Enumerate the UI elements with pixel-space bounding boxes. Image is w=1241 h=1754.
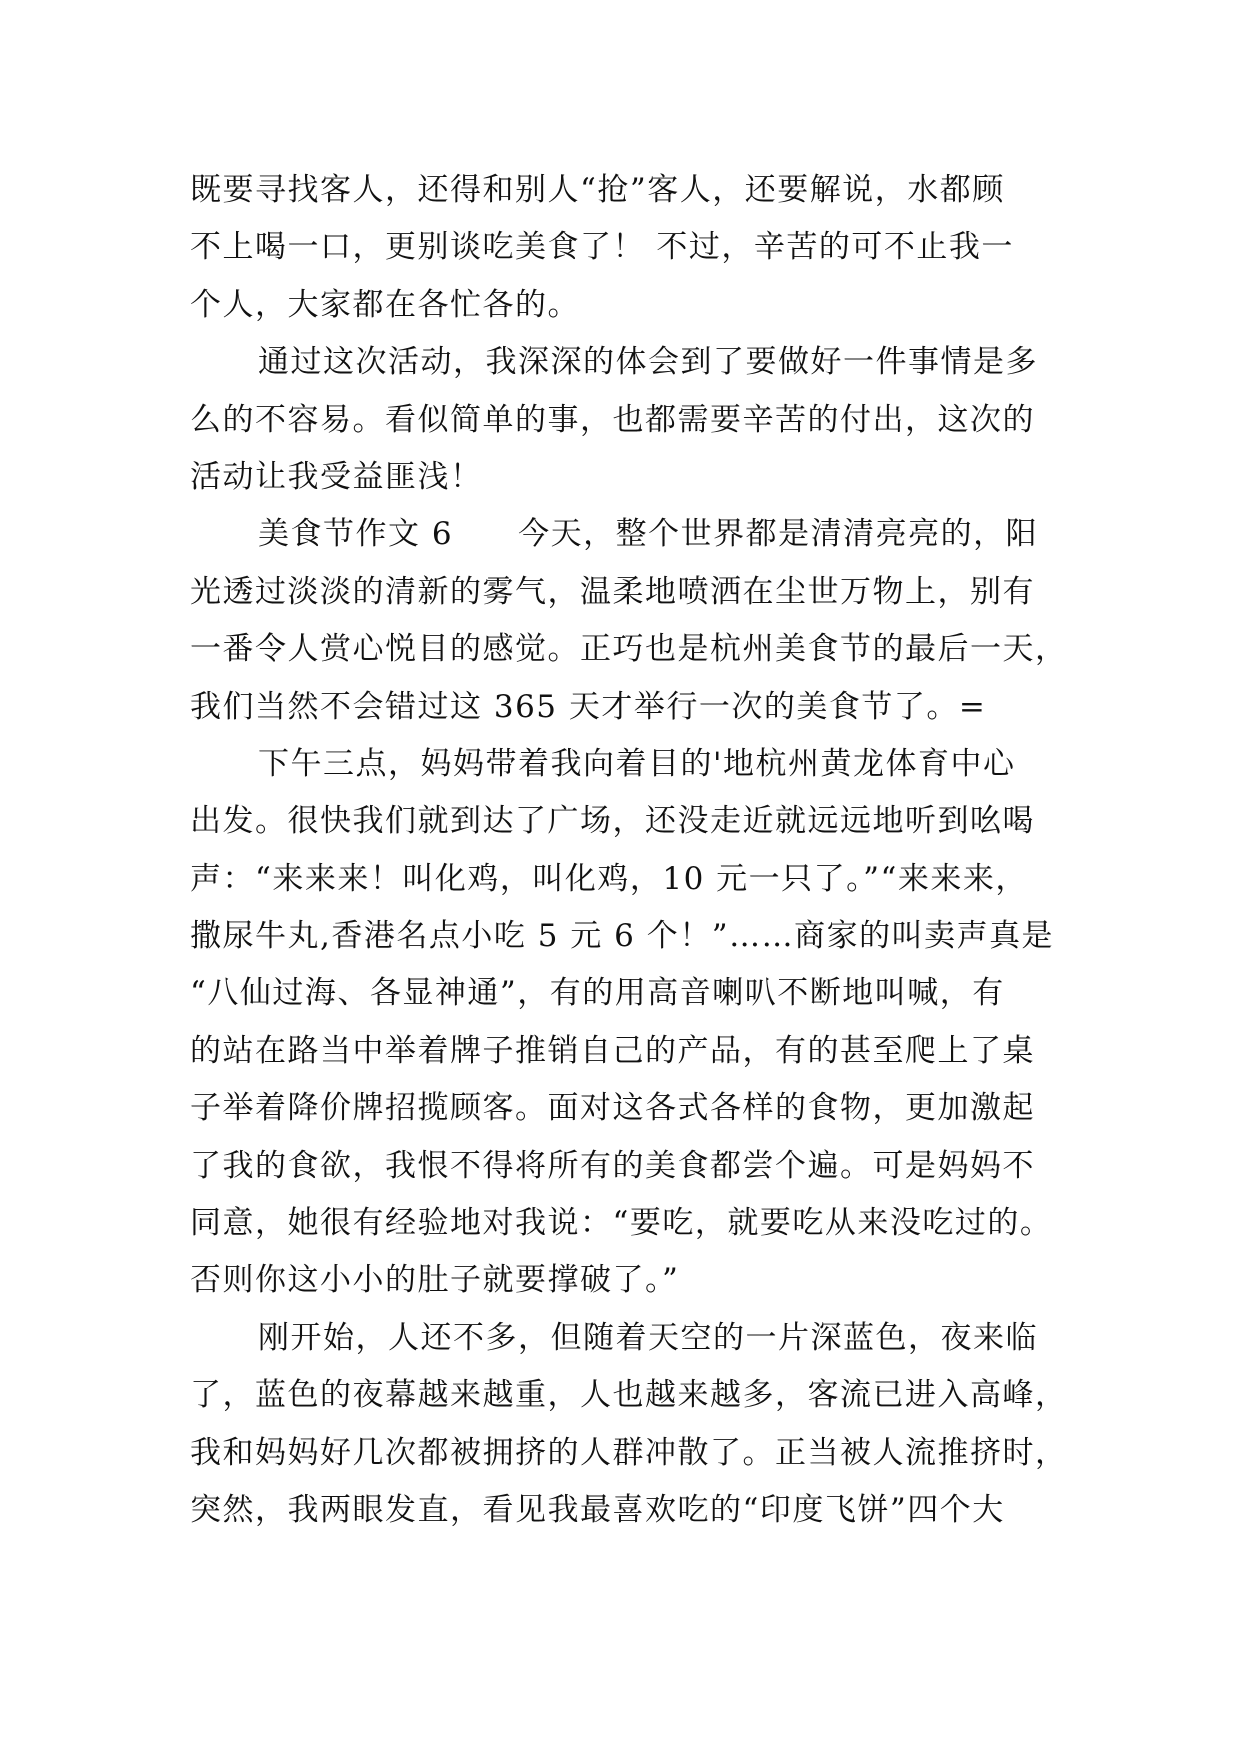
text-line: 出发。很快我们就到达了广场，还没走近就远远地听到吆喝 (190, 803, 1035, 840)
paragraph-first-line: 刚开始，人还不多，但随着天空的一片深蓝色，夜来临 (258, 1319, 1038, 1356)
text-line: 既要寻找客人，还得和别人“抢”客人，还要解说，水都顾 (190, 172, 1005, 208)
text-line: 子举着降价牌招揽顾客。面对这各式各样的食物，更加激起 (190, 1090, 1035, 1127)
text-line: 活动让我受益匪浅！ (190, 458, 483, 495)
text-line: “八仙过海、各显神通”，有的用高音喇叭不断地叫喊，有 (190, 975, 1005, 1012)
text-line: 光透过淡淡的清新的雾气，温柔地喷洒在尘世万物上，别有 (190, 573, 1035, 610)
text-line: 我和妈妈好几次都被拥挤的人群冲散了。正当被人流推挤时， (190, 1434, 1068, 1471)
text-line: 了，蓝色的夜幕越来越重，人也越来越多，客流已进入高峰， (190, 1377, 1068, 1414)
text-line: 突然，我两眼发直，看见我最喜欢吃的“印度飞饼”四个大 (190, 1491, 1005, 1528)
text-line: 撒尿牛丸,香港名点小吃 5 元 6 个！”……商家的叫卖声真是 (190, 918, 1055, 955)
text-line: 声：“来来来！叫化鸡，叫化鸡，10 元一只了。”“来来来， (190, 860, 1028, 897)
text-line: 否则你这小小的肚子就要撑破了。” (190, 1262, 680, 1299)
text-line: 不上喝一口，更别谈吃美食了！ 不过，辛苦的可不止我一 (190, 229, 1014, 266)
paragraph-first-line: 下午三点，妈妈带着我向着目的'地杭州黄龙体育中心 (258, 745, 1016, 782)
text-line: 一番令人赏心悦目的感觉。正巧也是杭州美食节的最后一天， (190, 631, 1068, 668)
section-heading-line: 美食节作文 6 今天，整个世界都是清清亮亮的，阳 (258, 516, 1039, 553)
text-line: 的站在路当中举着牌子推销自己的产品，有的甚至爬上了桌 (190, 1032, 1035, 1069)
text-line: 我们当然不会错过这 365 天才举行一次的美食节了。= (190, 688, 987, 725)
text-line: 了我的食欲，我恨不得将所有的美食都尝个遍。可是妈妈不 (190, 1147, 1035, 1184)
essay-body (190, 162, 1068, 1539)
text-line: 个人，大家都在各忙各的。 (190, 286, 580, 323)
text-line: 么的不容易。看似简单的事，也都需要辛苦的付出，这次的 (190, 401, 1035, 438)
text-line: 同意，她很有经验地对我说：“要吃，就要吃从来没吃过的。 (190, 1205, 1053, 1242)
paragraph-first-line: 通过这次活动，我深深的体会到了要做好一件事情是多 (258, 344, 1038, 381)
